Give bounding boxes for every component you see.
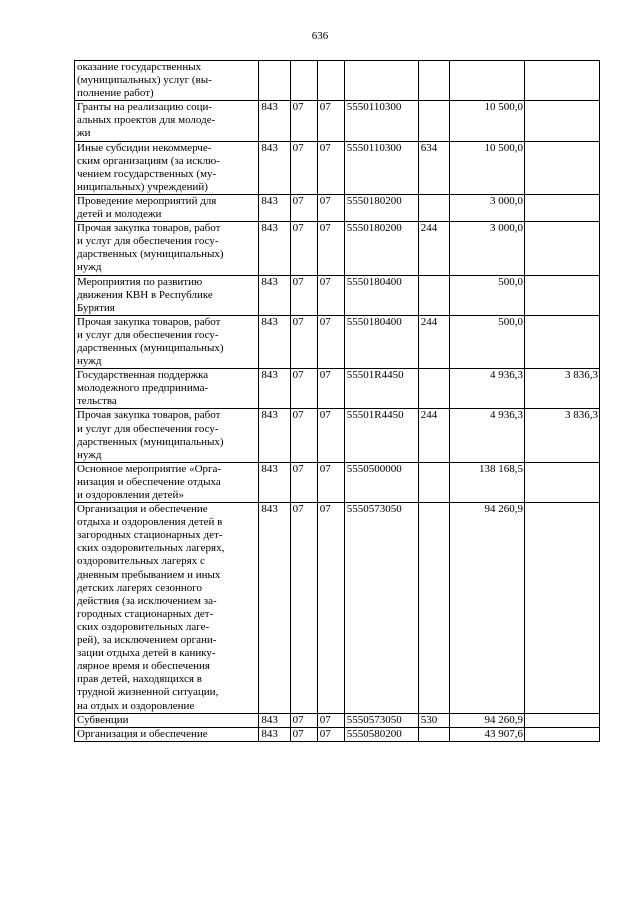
row-subsection-cell bbox=[317, 315, 344, 368]
row-section-cell bbox=[290, 503, 317, 714]
row-ministry-code-cell bbox=[259, 462, 290, 502]
row-ministry-code-cell bbox=[259, 727, 290, 741]
row-ministry-code-text: 843 bbox=[261, 315, 278, 328]
row-section-text: 07 bbox=[292, 503, 304, 516]
row-amount-federal-cell bbox=[524, 101, 599, 141]
row-amount-text: 138 168,5 bbox=[478, 462, 523, 475]
row-subsection-text: 07 bbox=[319, 315, 331, 328]
row-expense-type-cell bbox=[418, 503, 449, 714]
row-section-text: 07 bbox=[292, 275, 304, 288]
row-expense-type-cell bbox=[418, 727, 449, 741]
row-ministry-code-text: 843 bbox=[261, 409, 278, 422]
row-subsection-text: 07 bbox=[319, 409, 331, 422]
row-ministry-code-cell bbox=[259, 141, 290, 194]
row-name-text: Субвенции bbox=[77, 713, 129, 726]
row-ministry-code-cell bbox=[259, 222, 290, 275]
table-row bbox=[75, 369, 600, 409]
row-amount-cell bbox=[449, 727, 524, 741]
row-section-text: 07 bbox=[292, 194, 304, 207]
row-name-cell bbox=[75, 462, 259, 502]
row-article-cell bbox=[344, 315, 418, 368]
row-amount-cell bbox=[449, 275, 524, 315]
row-subsection-cell bbox=[317, 222, 344, 275]
row-amount-federal-cell bbox=[524, 315, 599, 368]
row-section-text: 07 bbox=[292, 409, 304, 422]
row-expense-type-cell bbox=[418, 462, 449, 502]
row-section-cell bbox=[290, 713, 317, 727]
row-name-cell bbox=[75, 727, 259, 741]
row-amount-federal-cell bbox=[524, 409, 599, 462]
row-name-cell bbox=[75, 101, 259, 141]
row-article-cell bbox=[344, 275, 418, 315]
row-article-cell bbox=[344, 194, 418, 221]
table-row bbox=[75, 503, 600, 714]
row-article-cell bbox=[344, 727, 418, 741]
row-subsection-cell bbox=[317, 194, 344, 221]
row-expense-type-cell bbox=[418, 409, 449, 462]
row-section-text: 07 bbox=[292, 727, 304, 740]
table-row bbox=[75, 727, 600, 741]
row-amount-cell bbox=[449, 369, 524, 409]
row-amount-cell bbox=[449, 315, 524, 368]
row-section-cell bbox=[290, 462, 317, 502]
row-name-cell bbox=[75, 194, 259, 221]
row-article-text: 5550110300 bbox=[346, 141, 402, 154]
row-ministry-code-cell bbox=[259, 369, 290, 409]
row-article-cell bbox=[344, 462, 418, 502]
row-amount-text: 4 936,3 bbox=[489, 409, 523, 422]
row-name-text: оказание государственных (муниципальных) услуг (вы- полнение работ) bbox=[77, 61, 212, 100]
budget-table-body bbox=[75, 61, 600, 742]
row-amount-cell bbox=[449, 101, 524, 141]
row-section-text: 07 bbox=[292, 141, 304, 154]
row-amount-federal-cell bbox=[524, 222, 599, 275]
row-subsection-text: 07 bbox=[319, 222, 331, 235]
row-amount-cell bbox=[449, 61, 524, 101]
row-section-cell bbox=[290, 222, 317, 275]
row-name-text: Прочая закупка товаров, работ и услуг для обеспечения госу- дарственных (муниципальных) нужд bbox=[77, 222, 224, 274]
row-subsection-text: 07 bbox=[319, 194, 331, 207]
row-ministry-code-cell bbox=[259, 194, 290, 221]
row-subsection-text: 07 bbox=[319, 369, 331, 382]
row-article-text: 5550573050 bbox=[346, 503, 402, 516]
row-name-cell bbox=[75, 713, 259, 727]
row-article-text: 5550110300 bbox=[346, 101, 402, 114]
row-article-cell bbox=[344, 409, 418, 462]
row-section-text: 07 bbox=[292, 369, 304, 382]
budget-table bbox=[74, 60, 600, 742]
row-amount-federal-cell bbox=[524, 275, 599, 315]
row-amount-text: 10 500,0 bbox=[484, 141, 523, 154]
row-expense-type-text: 244 bbox=[420, 409, 438, 422]
row-amount-text: 3 000,0 bbox=[489, 194, 523, 207]
row-ministry-code-text: 843 bbox=[261, 369, 278, 382]
row-amount-cell bbox=[449, 194, 524, 221]
page-number: 636 bbox=[311, 30, 329, 42]
row-subsection-text: 07 bbox=[319, 727, 331, 740]
row-article-text: 5550180200 bbox=[346, 222, 402, 235]
row-name-cell bbox=[75, 369, 259, 409]
row-section-cell bbox=[290, 194, 317, 221]
row-article-text: 5550500000 bbox=[346, 462, 402, 475]
row-amount-text: 500,0 bbox=[498, 275, 523, 288]
row-amount-federal-cell bbox=[524, 727, 599, 741]
row-article-cell bbox=[344, 369, 418, 409]
row-section-cell bbox=[290, 275, 317, 315]
row-section-text: 07 bbox=[292, 222, 304, 235]
row-subsection-text: 07 bbox=[319, 713, 331, 726]
row-ministry-code-cell bbox=[259, 713, 290, 727]
row-expense-type-cell bbox=[418, 222, 449, 275]
row-subsection-cell bbox=[317, 503, 344, 714]
row-ministry-code-text: 843 bbox=[261, 275, 278, 288]
row-article-cell bbox=[344, 222, 418, 275]
row-name-text: Проведение мероприятий для детей и молодежи bbox=[77, 194, 217, 221]
row-amount-cell bbox=[449, 503, 524, 714]
row-name-cell bbox=[75, 61, 259, 101]
row-amount-cell bbox=[449, 222, 524, 275]
row-subsection-text: 07 bbox=[319, 503, 331, 516]
row-article-cell bbox=[344, 101, 418, 141]
row-section-cell bbox=[290, 409, 317, 462]
row-ministry-code-cell bbox=[259, 61, 290, 101]
row-amount-federal-cell bbox=[524, 462, 599, 502]
row-ministry-code-cell bbox=[259, 409, 290, 462]
row-subsection-text: 07 bbox=[319, 141, 331, 154]
row-expense-type-text: 244 bbox=[420, 222, 438, 235]
row-subsection-cell bbox=[317, 61, 344, 101]
row-subsection-cell bbox=[317, 101, 344, 141]
row-name-text: Мероприятия по развитию движения КВН в Республике Бурятия bbox=[77, 275, 213, 314]
row-amount-cell bbox=[449, 141, 524, 194]
row-section-cell bbox=[290, 101, 317, 141]
table-row bbox=[75, 315, 600, 368]
row-amount-text: 500,0 bbox=[498, 315, 523, 328]
row-ministry-code-text: 843 bbox=[261, 462, 278, 475]
row-name-text: Организация и обеспечение bbox=[77, 727, 208, 740]
row-article-text: 5550180400 bbox=[346, 315, 402, 328]
row-expense-type-cell bbox=[418, 141, 449, 194]
row-subsection-cell bbox=[317, 409, 344, 462]
row-section-text: 07 bbox=[292, 713, 304, 726]
row-amount-cell bbox=[449, 409, 524, 462]
table-row bbox=[75, 222, 600, 275]
row-amount-federal-cell bbox=[524, 141, 599, 194]
row-amount-text: 94 260,9 bbox=[484, 503, 523, 516]
table-row bbox=[75, 141, 600, 194]
row-section-text: 07 bbox=[292, 315, 304, 328]
row-section-cell bbox=[290, 727, 317, 741]
row-article-cell bbox=[344, 61, 418, 101]
row-name-text: Прочая закупка товаров, работ и услуг для обеспечения госу- дарственных (муниципальных) нужд bbox=[77, 409, 224, 461]
table-row bbox=[75, 194, 600, 221]
row-expense-type-cell bbox=[418, 713, 449, 727]
row-amount-cell bbox=[449, 713, 524, 727]
row-article-text: 55501R4450 bbox=[346, 409, 404, 422]
row-article-text: 55501R4450 bbox=[346, 369, 404, 382]
row-amount-federal-cell bbox=[524, 61, 599, 101]
row-ministry-code-cell bbox=[259, 503, 290, 714]
row-expense-type-cell bbox=[418, 369, 449, 409]
row-name-cell bbox=[75, 315, 259, 368]
row-ministry-code-text: 843 bbox=[261, 727, 278, 740]
row-expense-type-text: 634 bbox=[420, 141, 438, 154]
table-row bbox=[75, 713, 600, 727]
row-section-cell bbox=[290, 141, 317, 194]
row-subsection-cell bbox=[317, 713, 344, 727]
row-name-text: Иные субсидии некоммерче- ским организациям (за исклю- чением государственных (му- ниципальных) учреждений) bbox=[77, 141, 220, 193]
row-section-cell bbox=[290, 61, 317, 101]
row-amount-text: 10 500,0 bbox=[484, 101, 523, 114]
row-expense-type-cell bbox=[418, 315, 449, 368]
row-ministry-code-text: 843 bbox=[261, 194, 278, 207]
row-expense-type-cell bbox=[418, 61, 449, 101]
table-row bbox=[75, 409, 600, 462]
row-subsection-cell bbox=[317, 369, 344, 409]
row-amount-federal-cell bbox=[524, 713, 599, 727]
table-row bbox=[75, 275, 600, 315]
row-subsection-cell bbox=[317, 727, 344, 741]
row-name-text: Государственная поддержка молодежного предпринима- тельства bbox=[77, 369, 209, 408]
row-amount-cell bbox=[449, 462, 524, 502]
row-article-text: 5550180200 bbox=[346, 194, 402, 207]
row-subsection-text: 07 bbox=[319, 101, 331, 114]
row-ministry-code-text: 843 bbox=[261, 503, 278, 516]
row-ministry-code-text: 843 bbox=[261, 101, 278, 114]
row-ministry-code-text: 843 bbox=[261, 141, 278, 154]
table-row bbox=[75, 61, 600, 101]
row-article-cell bbox=[344, 141, 418, 194]
row-expense-type-cell bbox=[418, 275, 449, 315]
row-ministry-code-cell bbox=[259, 101, 290, 141]
row-section-text: 07 bbox=[292, 462, 304, 475]
row-expense-type-text: 244 bbox=[420, 315, 438, 328]
row-expense-type-cell bbox=[418, 194, 449, 221]
table-row bbox=[75, 462, 600, 502]
row-section-text: 07 bbox=[292, 101, 304, 114]
row-subsection-text: 07 bbox=[319, 275, 331, 288]
row-section-cell bbox=[290, 369, 317, 409]
row-name-cell bbox=[75, 141, 259, 194]
row-article-text: 5550180400 bbox=[346, 275, 402, 288]
row-name-text: Основное мероприятие «Орга- низация и обеспечение отдыха и оздоровления детей» bbox=[77, 462, 222, 501]
row-subsection-text: 07 bbox=[319, 462, 331, 475]
row-name-text: Организация и обеспечение отдыха и оздоровления детей в загородных стационарных дет- ских оздоровительных лагерях, оздоровительных лагерях с дневным пребыванием и иных детских лагерях сезонного действия (за исключением за- городных стационарных дет- ских оздоровительных лаге- рей), за исключением органи- зации отдыха детей в канику- лярное время и обеспечения прав детей, находящихся в трудной жизненной ситуации, на отдых и оздоровление bbox=[77, 503, 225, 712]
row-ministry-code-text: 843 bbox=[261, 222, 278, 235]
row-section-cell bbox=[290, 315, 317, 368]
row-article-cell bbox=[344, 503, 418, 714]
row-expense-type-cell bbox=[418, 101, 449, 141]
row-amount-federal-text: 3 836,3 bbox=[565, 409, 598, 422]
row-subsection-cell bbox=[317, 275, 344, 315]
row-amount-text: 3 000,0 bbox=[489, 222, 523, 235]
row-amount-text: 94 260,9 bbox=[484, 713, 523, 726]
row-amount-federal-text: 3 836,3 bbox=[565, 369, 598, 382]
row-name-text: Гранты на реализацию соци- альных проектов для молоде- жи bbox=[77, 101, 216, 140]
row-article-text: 5550580200 bbox=[346, 727, 402, 740]
row-name-text: Прочая закупка товаров, работ и услуг для обеспечения госу- дарственных (муниципальных) нужд bbox=[77, 315, 224, 368]
row-subsection-cell bbox=[317, 141, 344, 194]
row-name-cell bbox=[75, 222, 259, 275]
row-expense-type-text: 530 bbox=[420, 713, 438, 726]
row-name-cell bbox=[75, 503, 259, 714]
row-article-text: 5550573050 bbox=[346, 713, 402, 726]
row-name-cell bbox=[75, 275, 259, 315]
row-ministry-code-cell bbox=[259, 315, 290, 368]
row-amount-federal-cell bbox=[524, 503, 599, 714]
row-amount-federal-cell bbox=[524, 194, 599, 221]
row-subsection-cell bbox=[317, 462, 344, 502]
row-article-cell bbox=[344, 713, 418, 727]
row-amount-text: 43 907,6 bbox=[484, 727, 523, 740]
row-amount-federal-cell bbox=[524, 369, 599, 409]
row-name-cell bbox=[75, 409, 259, 462]
row-amount-text: 4 936,3 bbox=[489, 369, 523, 382]
row-ministry-code-cell bbox=[259, 275, 290, 315]
table-row bbox=[75, 101, 600, 141]
row-ministry-code-text: 843 bbox=[261, 713, 278, 726]
